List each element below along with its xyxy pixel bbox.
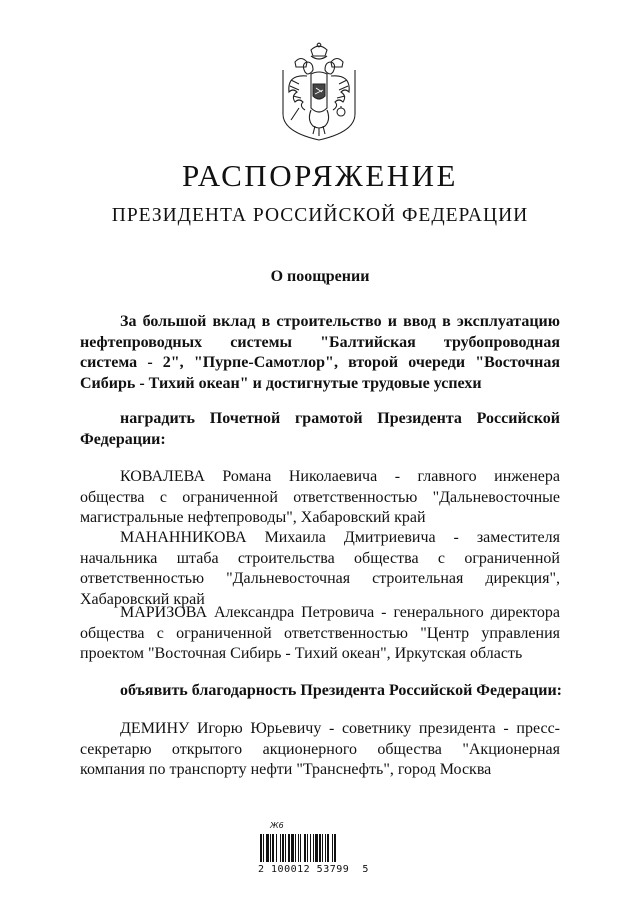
award-paragraph	[80, 409, 560, 450]
paragraph-line: система - 2", "Пурпе-Самотлор", второй очереди "Восточная	[80, 354, 560, 371]
thanks-paragraph	[80, 681, 560, 702]
award-recipient-entry	[80, 467, 560, 529]
paragraph-line: ДЕМИНУ Игорю Юрьевичу - советнику президента - пресс-	[120, 720, 560, 737]
paragraph-line: Сибирь - Тихий океан" и достигнутые трудовые успехи	[80, 374, 482, 392]
thanks-recipient-entry	[80, 719, 560, 781]
paragraph-line: ответственностью "Дальневосточная строительная дирекция",	[80, 570, 560, 587]
barcode-number: 2 100012 53799 5	[258, 864, 369, 875]
russian-coat-of-arms-icon	[277, 40, 361, 142]
document-title: РАСПОРЯЖЕНИЕ	[182, 158, 458, 193]
award-recipient-entry	[80, 603, 560, 665]
award-recipient-entry	[80, 528, 560, 610]
document-subject: О поощрении	[270, 268, 370, 285]
paragraph-line: объявить благодарность Президента Российской Федерации:	[120, 682, 562, 699]
document-subtitle: ПРЕЗИДЕНТА РОССИЙСКОЙ ФЕДЕРАЦИИ	[111, 205, 529, 226]
paragraph-line: начальника штаба строительства общества с ограниченной	[80, 549, 560, 567]
paragraph-line: КОВАЛЕВА Романа Николаевича - главного инженера	[120, 468, 560, 485]
paragraph-line: секретарю открытого акционерного общества "Акционерная	[80, 740, 560, 758]
paragraph-line: МАНАННИКОВА Михаила Дмитриевича - заместителя	[120, 529, 560, 546]
paragraph-line: Хабаровский край	[80, 590, 205, 608]
paragraph-line: проектом "Восточная Сибирь - Тихий океан", Иркутская область	[80, 645, 523, 662]
paragraph-line: За большой вклад в строительство и ввод в эксплуатацию	[120, 313, 560, 330]
paragraph-line: компания по транспорту нефти "Транснефть", город Москва	[80, 761, 492, 778]
paragraph-line: нефтепроводных системы "Балтийская трубопроводная	[80, 333, 560, 351]
registration-mark: Ж6	[270, 821, 284, 830]
paragraph-line: МАРИЗОВА Александра Петровича - генерального директора	[120, 604, 560, 621]
paragraph-line: Федерации:	[80, 430, 166, 448]
paragraph-line: наградить Почетной грамотой Президента Российской	[120, 410, 560, 427]
paragraph-line: общества с ограниченной ответственностью "Центр управления	[80, 624, 560, 642]
lead-paragraph	[80, 312, 560, 394]
paragraph-line: общества с ограниченной ответственностью "Дальневосточные	[80, 488, 560, 506]
paragraph-line: магистральные нефтепроводы", Хабаровский край	[80, 509, 426, 526]
